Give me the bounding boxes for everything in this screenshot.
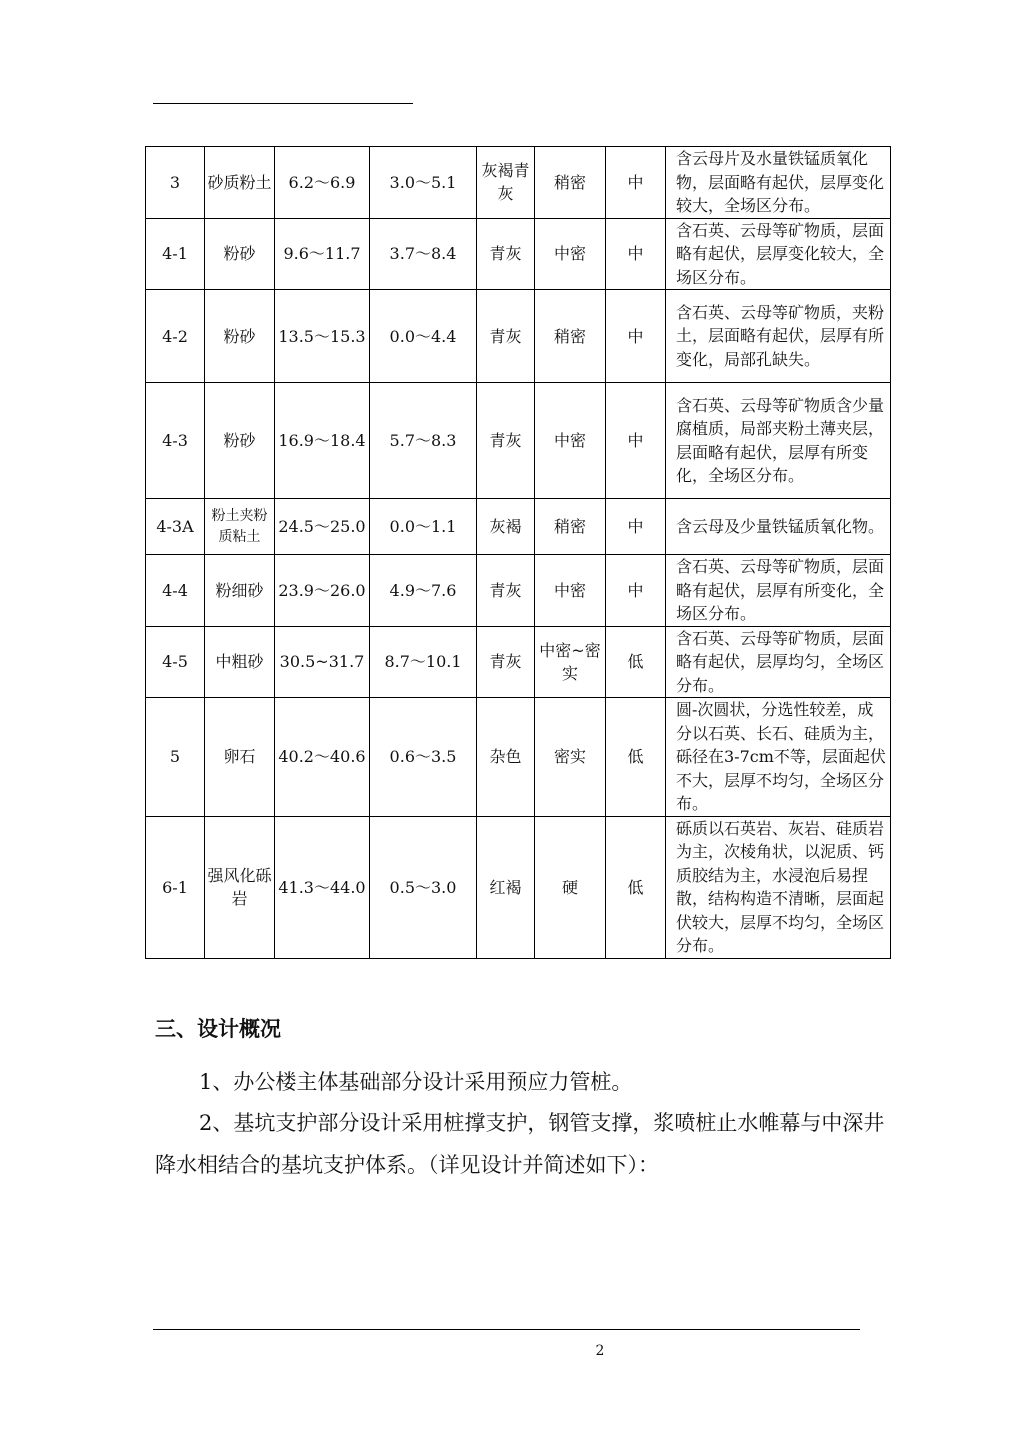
- layer-depth: 16.9～18.4: [275, 383, 370, 499]
- soil-name: 砂质粉土: [205, 147, 275, 219]
- soil-color: 青灰: [477, 555, 535, 627]
- compressibility: 中: [606, 555, 666, 627]
- page-number: 2: [595, 1343, 605, 1359]
- layer-thickness: 5.7～8.3: [370, 383, 477, 499]
- soil-color: 红褐: [477, 816, 535, 958]
- header-rule: [153, 103, 413, 104]
- soil-description: 含石英、云母等矿物质，层面略有起伏，层厚变化较大，全场区分布。: [666, 218, 891, 290]
- table-row: [146, 698, 891, 817]
- soil-color: 青灰: [477, 290, 535, 383]
- compressibility: 中: [606, 290, 666, 383]
- paragraph-pit-support: 2、基坑支护部分设计采用桩撑支护，钢管支撑，浆喷桩止水帷幕与中深井降水相结合的基坑支护体系。（详见设计并简述如下）：: [155, 1111, 885, 1177]
- soil-name: 粉砂: [205, 383, 275, 499]
- soil-description: 含石英、云母等矿物质，夹粉土，层面略有起伏，层厚有所变化，局部孔缺失。: [666, 290, 891, 383]
- soil-density: 中密: [535, 383, 606, 499]
- soil-density: 硬: [535, 816, 606, 958]
- soil-description: 含石英、云母等矿物质，层面略有起伏，层厚均匀，全场区分布。: [666, 626, 891, 698]
- soil-description: 圆-次圆状，分选性较差，成分以石英、长石、硅质为主，砾径在3-7cm不等，层面起伏不大，层厚不均匀，全场区分布。: [666, 698, 891, 817]
- layer-thickness: 0.0～1.1: [370, 499, 477, 555]
- soil-description: 含石英、云母等矿物质，层面略有起伏，层厚有所变化，全场区分布。: [666, 555, 891, 627]
- layer-thickness: 3.0～5.1: [370, 147, 477, 219]
- soil-name: 粉土夹粉质粘土: [205, 499, 275, 555]
- table-row: [146, 218, 891, 290]
- layer-number: 4-1: [146, 218, 205, 290]
- layer-number: 3: [146, 147, 205, 219]
- soil-name: 中粗砂: [205, 626, 275, 698]
- layer-number: 5: [146, 698, 205, 817]
- table-row: [146, 555, 891, 627]
- compressibility: 中: [606, 499, 666, 555]
- compressibility: 中: [606, 383, 666, 499]
- compressibility: 中: [606, 218, 666, 290]
- soil-description: 含云母片及水量铁锰质氧化物，层面略有起伏，层厚变化较大，全场区分布。: [666, 147, 891, 219]
- layer-thickness: 4.9～7.6: [370, 555, 477, 627]
- layer-depth: 40.2～40.6: [275, 698, 370, 817]
- soil-color: 青灰: [477, 218, 535, 290]
- soil-name: 粉砂: [205, 290, 275, 383]
- compressibility: 低: [606, 816, 666, 958]
- layer-number: 4-3: [146, 383, 205, 499]
- layer-thickness: 0.6～3.5: [370, 698, 477, 817]
- layer-number: 4-2: [146, 290, 205, 383]
- soil-density: 密实: [535, 698, 606, 817]
- layer-number: 6-1: [146, 816, 205, 958]
- table-row: [146, 626, 891, 698]
- layer-depth: 23.9～26.0: [275, 555, 370, 627]
- layer-thickness: 3.7～8.4: [370, 218, 477, 290]
- soil-name: 粉细砂: [205, 555, 275, 627]
- soil-density: 中密: [535, 555, 606, 627]
- soil-density: 稍密: [535, 290, 606, 383]
- soil-name: 卵石: [205, 698, 275, 817]
- soil-color: 青灰: [477, 383, 535, 499]
- layer-number: 4-5: [146, 626, 205, 698]
- footer-rule: [153, 1329, 860, 1330]
- soil-description: 含石英、云母等矿物质含少量腐植质，局部夹粉土薄夹层，层面略有起伏，层厚有所变化，全场区分布。: [666, 383, 891, 499]
- paragraph-foundation: 1、办公楼主体基础部分设计采用预应力管桩。: [199, 1070, 633, 1094]
- layer-depth: 24.5～25.0: [275, 499, 370, 555]
- compressibility: 低: [606, 698, 666, 817]
- layer-thickness: 0.0～4.4: [370, 290, 477, 383]
- soil-color: 青灰: [477, 626, 535, 698]
- layer-thickness: 0.5～3.0: [370, 816, 477, 958]
- table-row: [146, 499, 891, 555]
- layer-depth: 30.5~31.7: [275, 626, 370, 698]
- layer-depth: 6.2～6.9: [275, 147, 370, 219]
- layer-number: 4-3A: [146, 499, 205, 555]
- layer-thickness: 8.7～10.1: [370, 626, 477, 698]
- soil-color: 杂色: [477, 698, 535, 817]
- compressibility: 低: [606, 626, 666, 698]
- soil-name: 强风化砾岩: [205, 816, 275, 958]
- soil-color: 灰褐: [477, 499, 535, 555]
- section-title: 三、设计概况: [155, 1017, 281, 1041]
- soil-description: 砾质以石英岩、灰岩、硅质岩为主，次棱角状，以泥质、钙质胶结为主，水浸泡后易捏散，结构构造不清晰，层面起伏较大，层厚不均匀，全场区分布。: [666, 816, 891, 958]
- compressibility: 中: [606, 147, 666, 219]
- layer-depth: 13.5～15.3: [275, 290, 370, 383]
- table-row: [146, 383, 891, 499]
- soil-density: 稍密: [535, 499, 606, 555]
- layer-number: 4-4: [146, 555, 205, 627]
- soil-layer-table: [145, 146, 891, 959]
- table-row: [146, 816, 891, 958]
- soil-color: 灰褐青灰: [477, 147, 535, 219]
- soil-density: 中密~密实: [535, 626, 606, 698]
- soil-description: 含云母及少量铁锰质氧化物。: [666, 499, 891, 555]
- soil-name: 粉砂: [205, 218, 275, 290]
- soil-density: 中密: [535, 218, 606, 290]
- layer-depth: 41.3～44.0: [275, 816, 370, 958]
- soil-density: 稍密: [535, 147, 606, 219]
- table-row: [146, 147, 891, 219]
- layer-depth: 9.6～11.7: [275, 218, 370, 290]
- table-row: [146, 290, 891, 383]
